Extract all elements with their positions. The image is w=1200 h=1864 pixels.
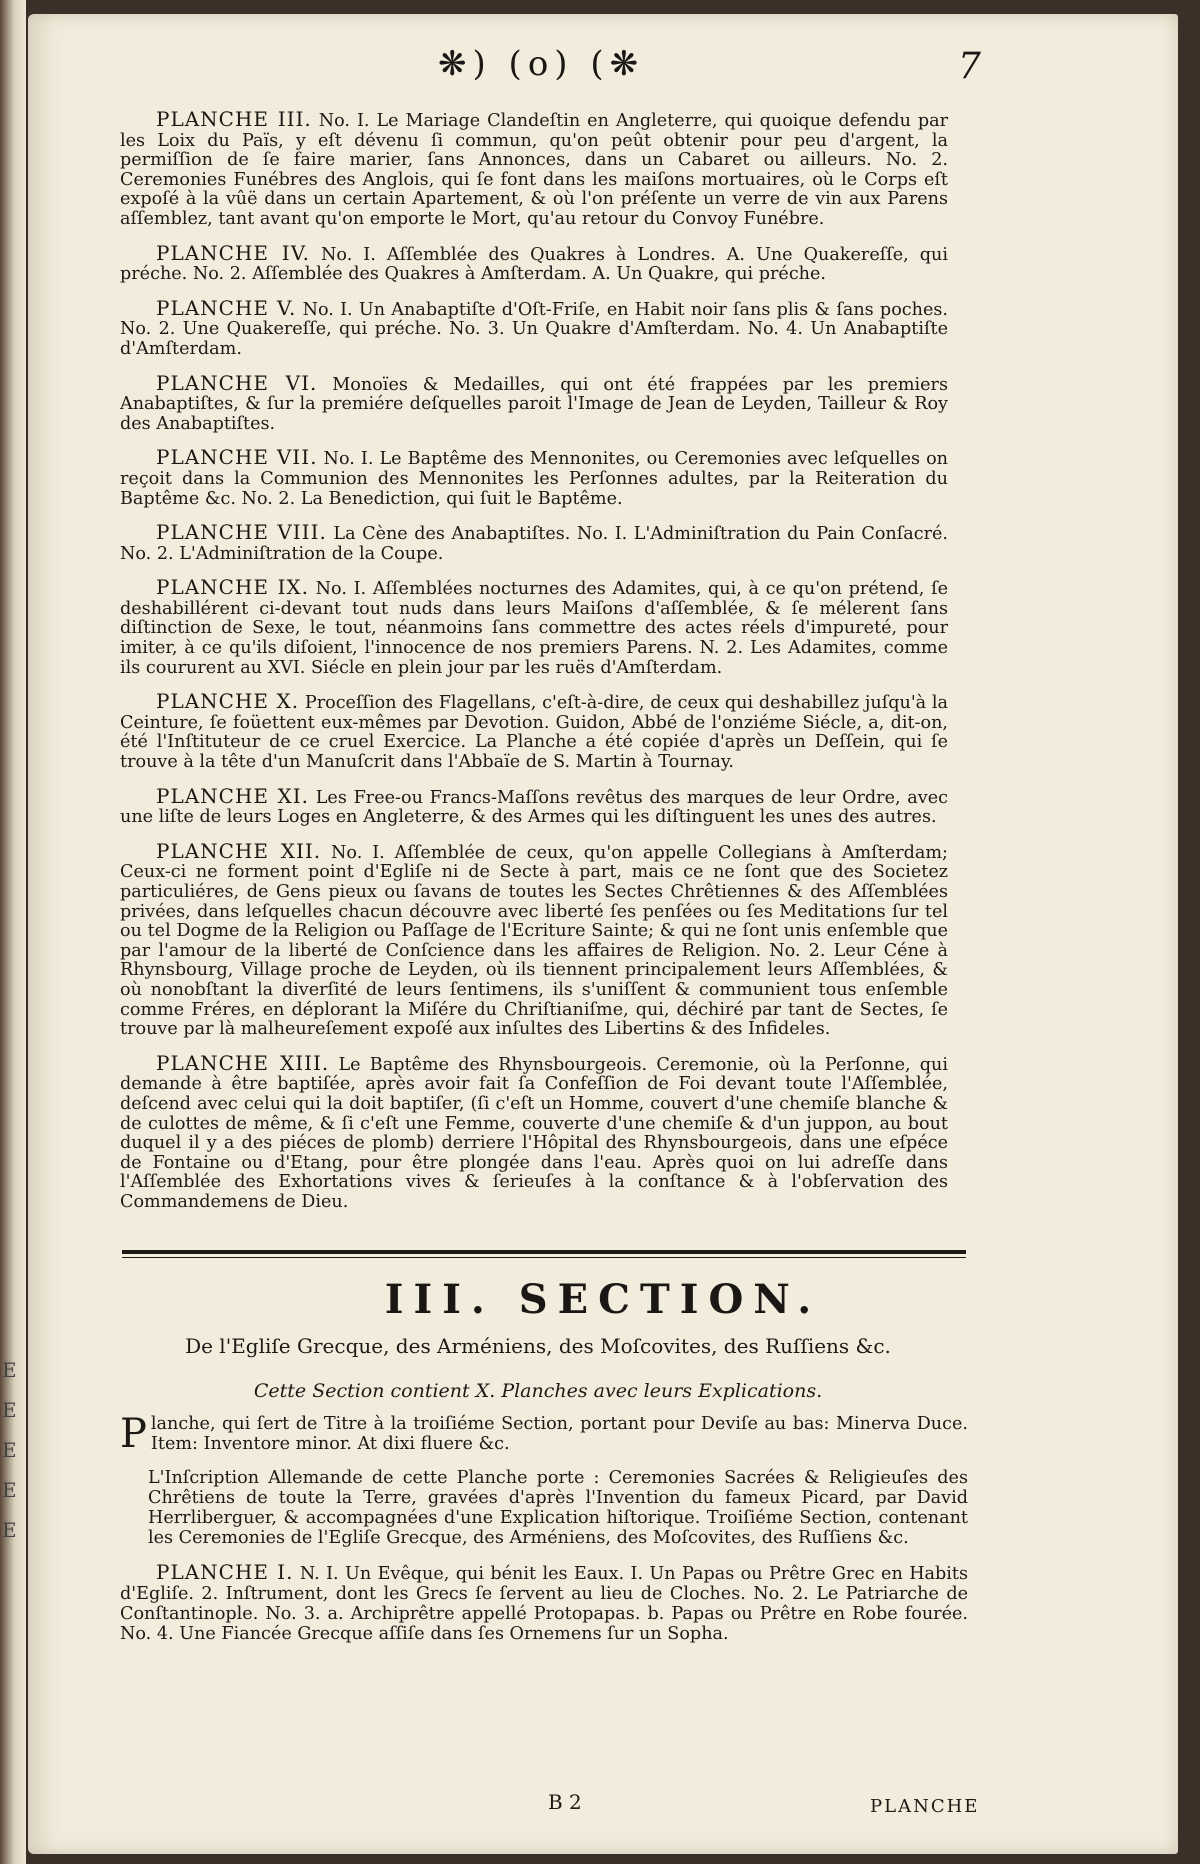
plate-description: No. I. Le Mariage Clandeſtin en Angleterre, qui quoique defendu par les Loix du Païs, y eſt dévenu ſi commun, qu'on peût obtenir pour peu d'argent, la permiſſion de ſe faire marier, ſans Annonces, dans un Cabaret ou ailleurs. No. 2. Ceremonies Funébres des Anglois, qui ſe font dans les maiſons mortuaires, où le Corps eſt expoſé à la vûë dans un certain Apartement, & où l'on préſente un verre de vin aux Parens aſſemblez, tant avant qu'on emporte le Mort, qu'au retour du Convoy Funébre. <box>120 111 948 229</box>
plate-heading: PLANCHE VIII. <box>156 520 327 545</box>
plate-description: Monoïes & Medailles, qui ont été frappées par les premiers Anabaptiſtes, & ſur la premiére deſquelles paroit l'Image de Jean de Leyden, Tailleur & Roy des Anabaptiſtes. <box>120 374 948 434</box>
plate-entry <box>120 107 948 230</box>
page-number: 7 <box>958 46 981 87</box>
plate-entry <box>120 370 948 435</box>
plate-description: Proceſſion des Flagellans, c'eſt-à-dire, de ceux qui deshabillez juſqu'à la Ceinture, ſe foüettent eux-mêmes par Devotion. Guidon, Abbé de l'onziéme Siécle, a, dit-on, été l'Inſtituteur de ce cruel Exercice. La Planche a été copiée d'après un Deſſein, qui ſe trouve à la tête d'un Manuſcrit dans l'Abbaïe de S. Martin à Tournay. <box>120 693 948 773</box>
plate-description: N. I. Un Evêque, qui bénit les Eaux. I. Un Papas ou Prêtre Grec en Habits d'Egliſe. 2. Inſtrument, dont les Grecs ſe ſervent au lieu de Cloches. No. 2. Le Patriarche de Conſtantinople. No. 3. a. Archiprêtre appellé Protopapas. b. Papas ou Prêtre en Robe fourée. No. 4. Une Fiancée Grecque aſſiſe dans ſes Ornemens ſur un Sopha. <box>120 1564 969 1644</box>
edge-mark: E <box>2 1398 17 1422</box>
catchword: PLANCHE <box>870 1796 980 1817</box>
edge-mark: E <box>2 1358 17 1382</box>
plate-heading: PLANCHE V. <box>156 295 297 320</box>
plate-entry <box>120 445 949 509</box>
signature-mark: B 2 <box>548 1790 582 1814</box>
plate-heading: PLANCHE VI. <box>156 370 318 395</box>
inscription-entry <box>120 1468 968 1548</box>
plate-description: No. I. Le Baptême des Mennonites, ou Ceremonies avec leſquelles on reçoit dans la Communion des Mennonites les Perſonnes adultes, par la Reiteration du Baptême &c. No. 2. La Benediction, qui ſuit le Baptême. <box>120 449 949 509</box>
plate-entry <box>120 1050 948 1213</box>
paragraph-text: lanche, qui ſert de Titre à la troiſiéme Section, portant pour Deviſe au bas: Minerva Duce. Item: Inventore minor. At dixi fluere &c. <box>150 1414 968 1454</box>
plate-entry <box>120 240 949 285</box>
plate-heading: PLANCHE XI. <box>156 783 310 808</box>
section-body <box>120 1411 969 1658</box>
plate-entry <box>120 1562 968 1644</box>
plate-description: No. I. Aſſemblées nocturnes des Adamites, qui, à ce qu'on prétend, ſe deshabillérent ci-devant tout nuds dans leurs Maiſons d'aſſemblée, & ſe mélerent ſans diſtinction de Sexe, le tout, néanmoins ſans commettre des actes réels d'impureté, pour imiter, à ce qu'ils diſoient, l'innocence de nos premiers Parens. N. 2. Les Adamites, comme ils coururent au XVI. Siécle en plein jour par les ruës d'Amſterdam. <box>120 579 948 678</box>
edge-mark: E <box>2 1518 17 1542</box>
section-subtitle: De l'Egliſe Grecque, des Arméniens, des Moſcovites, des Ruſſiens &c. <box>185 1334 891 1358</box>
plate-entry <box>120 783 948 828</box>
page-header <box>28 44 1178 87</box>
plate-heading: PLANCHE X. <box>156 689 300 714</box>
edge-mark: E <box>2 1438 17 1462</box>
plate-description: No. I. Aſſemblée de ceux, qu'on appelle Collegians à Amſterdam; Ceux-ci ne forment point d'Egliſe ni de Secte à part, mais ce ne ſont que des Societez particuliéres, de Gens pieux ou ſavans de toutes les Sectes Chrêtiennes & des Aſſemblées privées, dans leſquelles chacun découvre avec liberté ſes penſées ou ſes Meditations ſur tel ou tel Dogme de la Religion ou Paſſage de l'Ecriture Sainte; & qui ne ſont unis enſemble que par l'amour de la liberté de Conſcience dans les affaires de Religion. No. 2. Leur Céne à Rhynsbourg, Village proche de Leyden, où ils tiennent principalement leurs Aſſemblées, & où nonobſtant la diverſité de leurs ſentimens, ils s'uniſſent & communient tous enſemble comme Fréres, en déplorant la Miſére du Chriſtianiſme, qui, déchiré par tant de Sectes, ſe trouve par là malheureſement expoſé aux inſultes des Libertins & des Infideles. <box>120 842 948 1040</box>
plate-entry <box>120 520 949 564</box>
plate-heading: PLANCHE XIII. <box>156 1050 330 1075</box>
section-contents-note: Cette Section contient X. Planches avec leurs Explications. <box>253 1380 823 1402</box>
plate-description: La Cène des Anabaptiſtes. No. I. L'Adminiſtration du Pain Conſacré. No. 2. L'Adminiſtration de la Coupe. <box>120 524 949 564</box>
title-plate-entry <box>120 1411 968 1457</box>
plate-entry <box>120 575 948 678</box>
plate-heading: PLANCHE IV. <box>156 240 311 265</box>
previous-page-edge <box>0 0 26 1864</box>
section-title: III. SECTION. <box>384 1276 822 1323</box>
plate-description: No. I. Un Anabaptiſte d'Oſt-Friſe, en Habit noir ſans plis & ſans poches. No. 2. Une Quakereſſe, qui préche. No. 3. Un Quakre d'Amſterdam. No. 4. Un Anabaptiſte d'Amſterdam. <box>120 299 949 359</box>
book-page <box>28 14 1178 1854</box>
plate-heading: PLANCHE XII. <box>156 838 322 863</box>
plate-entry <box>120 838 948 1040</box>
plates-list <box>120 107 949 1227</box>
drop-cap: P <box>120 1411 147 1457</box>
plate-heading: PLANCHE IX. <box>156 575 309 600</box>
plate-description: No. I. Aſſemblée des Quakres à Londres. A. Une Quakereſſe, qui préche. No. 2. Aſſemblée des Quakres à Amſterdam. A. Un Quakre, qui préche. <box>120 244 949 285</box>
plate-heading: PLANCHE VII. <box>156 445 318 470</box>
paragraph-text: L'Inſcription Allemande de cette Planche porte : Ceremonies Sacrées & Religieuſes des Chrêtiens de toute la Terre, gravées d'après l'Invention du fameux Picard, par David Herrliberguer, & accompagnées d'une Explication hiſtorique. Troiſiéme Section, contenant les Ceremonies de l'Egliſe Grecque, des Arméniens, des Moſcovites, des Ruſſiens &c. <box>148 1468 968 1548</box>
plate-entry <box>120 295 949 360</box>
previous-page-text-fragments <box>2 1350 20 1550</box>
header-ornament: ❋) (o) (❋ <box>438 44 645 84</box>
plate-entry <box>120 689 948 773</box>
plate-description: Le Baptême des Rhynsbourgeois. Ceremonie, où la Perſonne, qui demande à être baptiſée, après avoir fait ſa Confeſſion de Foi devant toute l'Aſſemblée, deſcend avec celui qui la doit baptiſer, (ſi c'eſt un Homme, couvert d'une chemiſe blanche & de culottes de même, & ſi c'eſt une Femme, couverte d'une chemiſe & d'un juppon, au bout duquel il y a des piéces de plomb) derriere l'Hôpital des Rhynsbourgeois, dans une eſpéce de Fontaine ou d'Etang, pour être plongée dans l'eau. Après quoi on lui adreſſe dans l'Aſſemblée des Exhortations vives & ſerieuſes à la conſtance & à l'obſervation des Commandemens de Dieu. <box>120 1054 948 1212</box>
plate-heading: PLANCHE I. <box>156 1560 294 1584</box>
edge-mark: E <box>2 1478 17 1502</box>
plate-description: Les Free-ou Francs-Maſſons revêtus des marques de leur Ordre, avec une liſte de leurs Loges en Angleterre, & des Armes qui les diſtinguent les unes des autres. <box>120 787 948 828</box>
plate-heading: PLANCHE III. <box>156 107 312 131</box>
section-divider-rule <box>122 1250 966 1258</box>
